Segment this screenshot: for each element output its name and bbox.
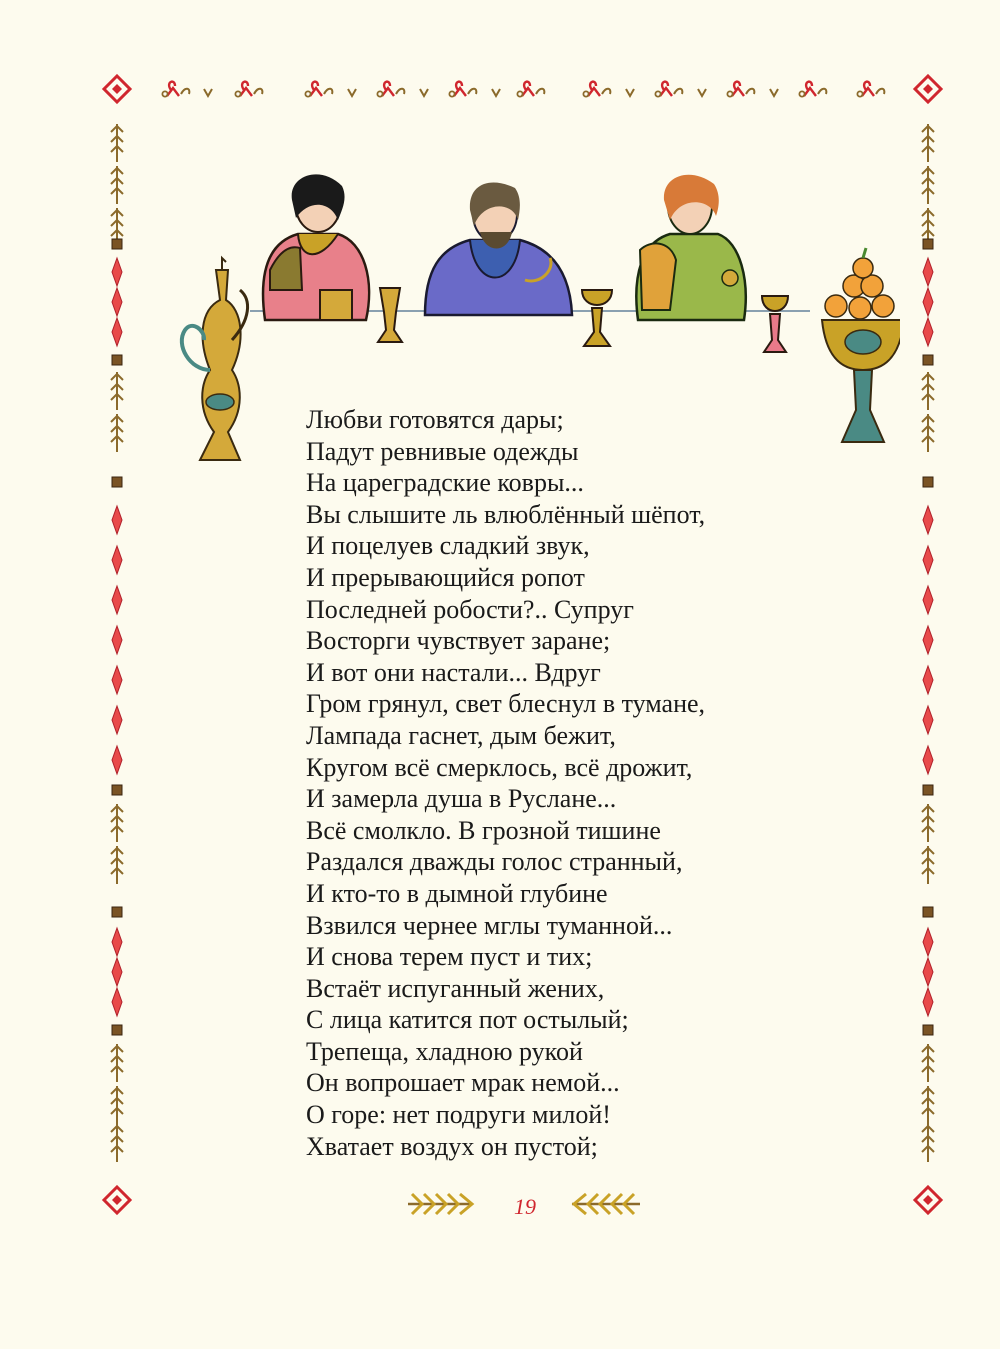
poem-line: Кругом всё смерклось, всё дрожит, bbox=[306, 752, 693, 782]
poem-line: Трепеща, хладною рукой bbox=[306, 1036, 583, 1066]
poem-line: Любви готовятся дары; bbox=[306, 405, 564, 434]
poem-line: О горе: нет подруги милой! bbox=[306, 1100, 611, 1130]
ewer-icon bbox=[182, 258, 248, 460]
goblet-icon bbox=[582, 290, 612, 346]
poem-line: Хватает воздух он пустой; bbox=[306, 1131, 598, 1161]
figure-right-green-robe bbox=[636, 175, 745, 320]
poem-line: Встаёт испуганный жених, bbox=[306, 973, 605, 1003]
poem-text bbox=[306, 404, 866, 1162]
poem-line: И прерывающийся ропот bbox=[306, 562, 585, 592]
poem-line: Взвился чернее мглы туманной... bbox=[306, 910, 673, 940]
page-number: 19 bbox=[514, 1194, 536, 1219]
poem-line: И кто-то в дымной глубине bbox=[306, 878, 608, 908]
figure-middle-blue-robe bbox=[425, 183, 572, 315]
figure-left-pink-robe bbox=[263, 174, 369, 320]
goblet-icon bbox=[378, 288, 402, 342]
poem-line: Раздался дважды голос странный, bbox=[306, 847, 683, 877]
poem-line: И вот они настали... Вдруг bbox=[306, 657, 601, 687]
goblet-icon bbox=[762, 296, 788, 352]
poem-line: Вы слышите ль влюблённый шёпот, bbox=[306, 499, 706, 529]
bottom-arrow-left-ornament bbox=[408, 1194, 472, 1214]
poem-line: На цареградские ковры... bbox=[306, 468, 584, 498]
poem-line: Он вопрошает мрак немой... bbox=[306, 1068, 620, 1098]
poem-line: Гром грянул, свет блеснул в тумане, bbox=[306, 689, 706, 719]
poem-line: Падут ревнивые одежды bbox=[306, 436, 579, 466]
poem-line: Последней робости?.. Супруг bbox=[306, 594, 634, 624]
poem-line: И замерла душа в Руслане... bbox=[306, 784, 617, 814]
poem-line: И поцелуев сладкий звук, bbox=[306, 531, 590, 561]
poem-line: С лица катится пот остылый; bbox=[306, 1005, 629, 1035]
bottom-arrow-right-ornament bbox=[572, 1194, 640, 1214]
poem-line: И снова терем пуст и тих; bbox=[306, 942, 593, 972]
poem-line: Всё смолкло. В грозной тишине bbox=[306, 815, 661, 845]
poem-line: Лампада гаснет, дым бежит, bbox=[306, 720, 616, 750]
poem-line: Восторги чувствует заране; bbox=[306, 626, 611, 656]
